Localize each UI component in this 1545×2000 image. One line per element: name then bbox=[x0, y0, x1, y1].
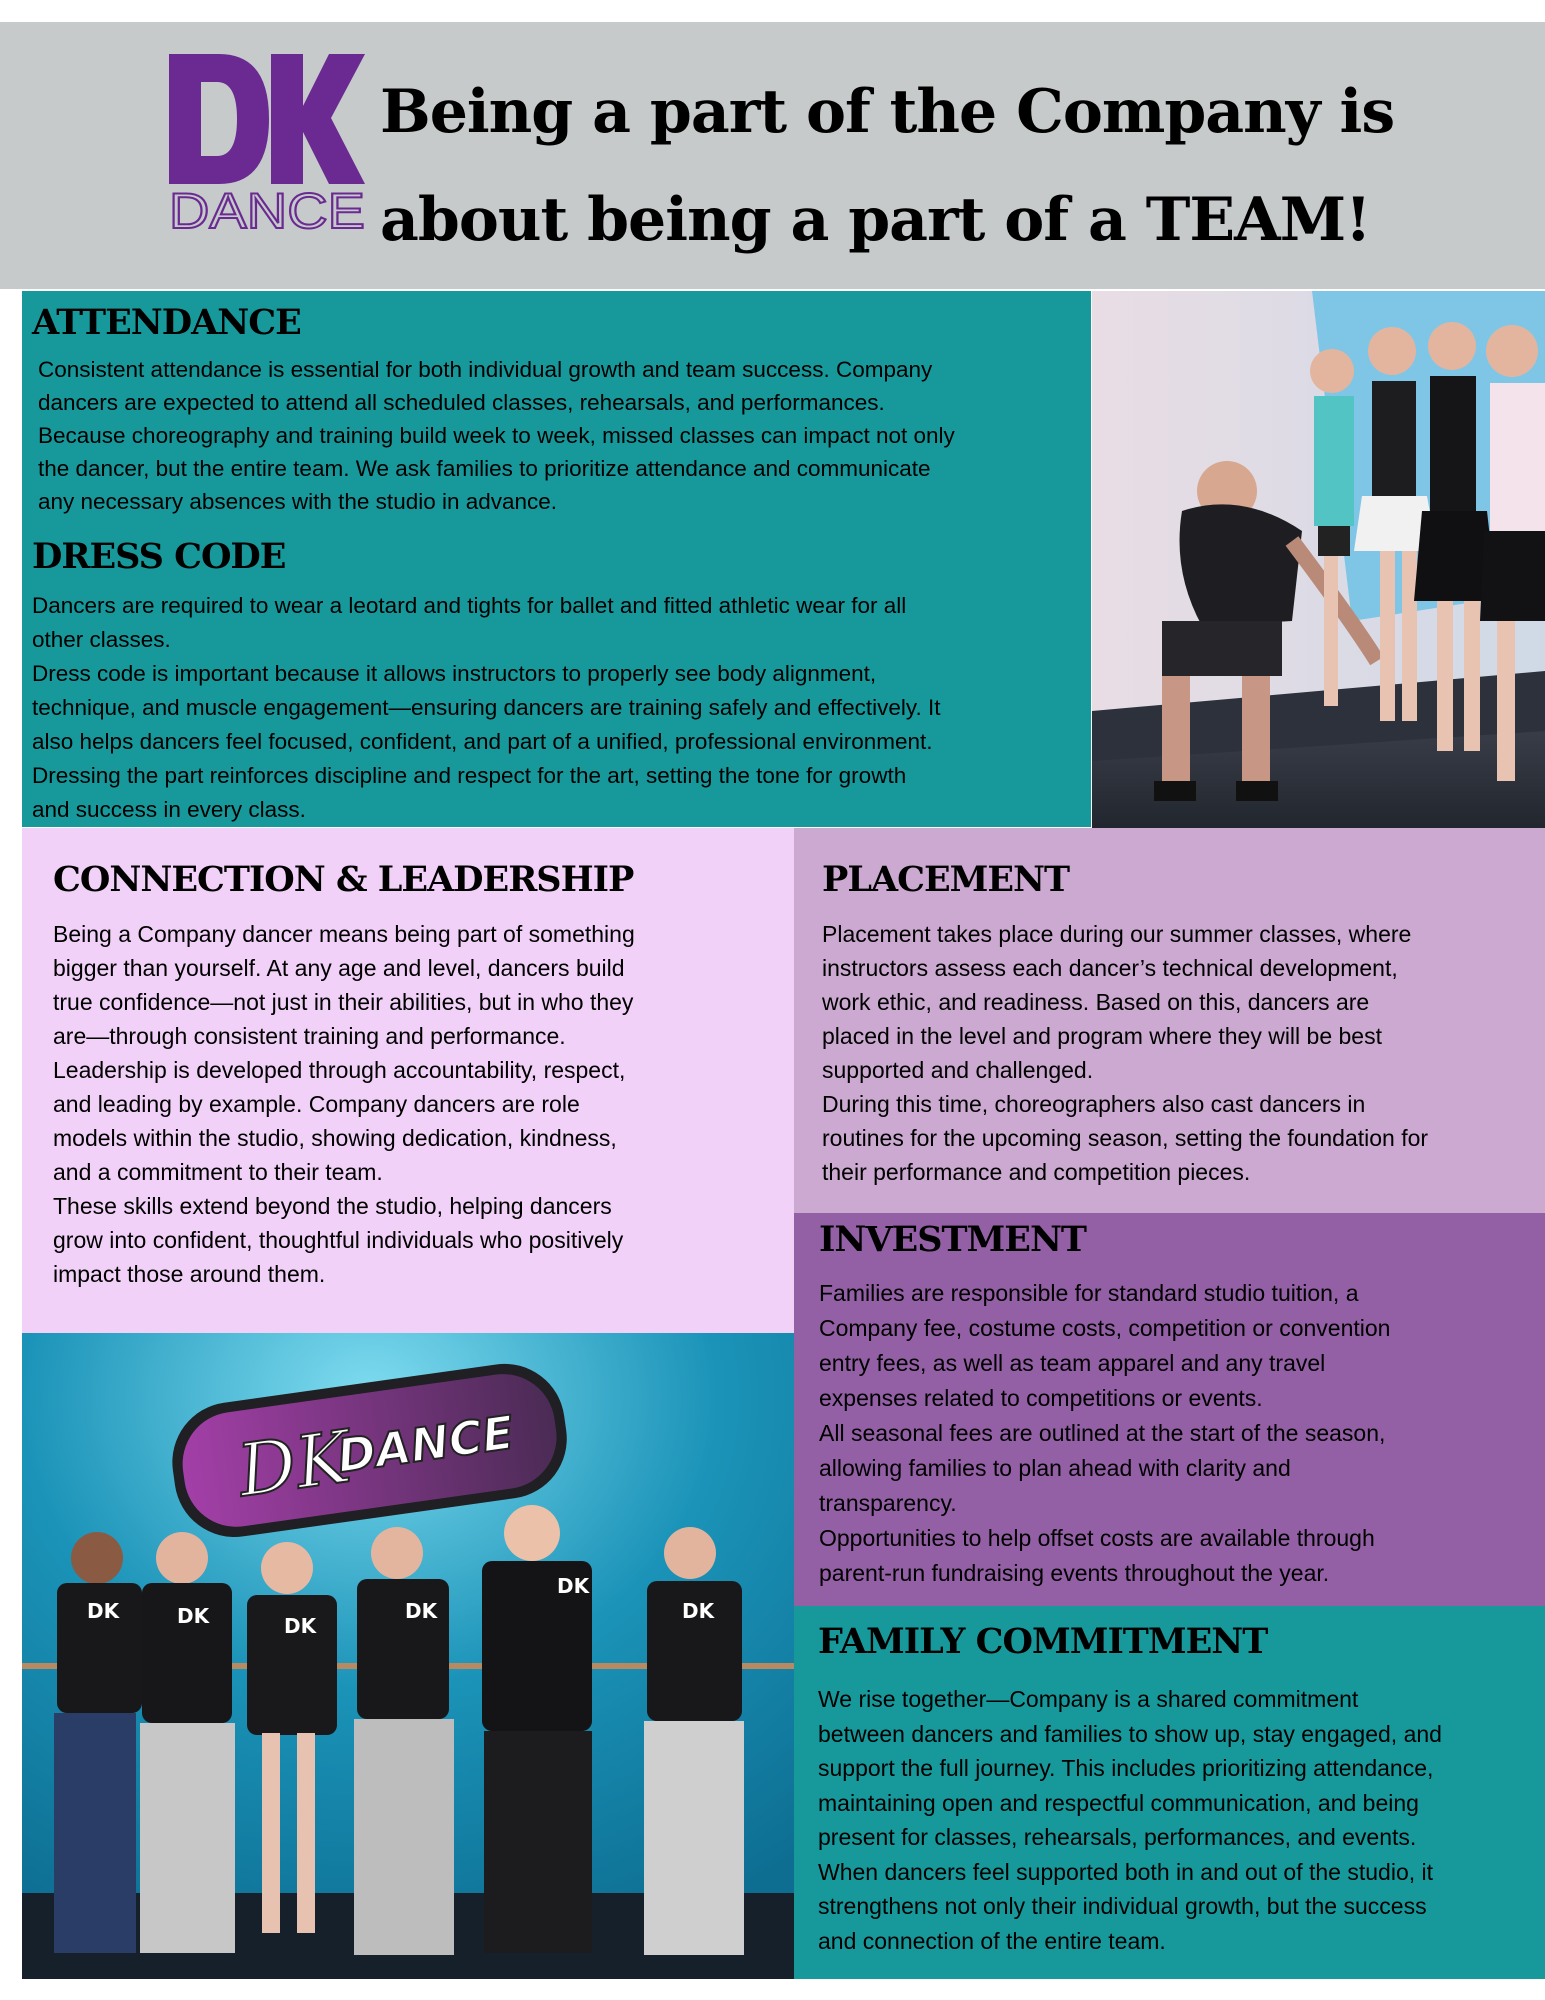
text-line: support the full journey. This includes prioritizing attendance, bbox=[818, 1755, 1434, 1781]
text-line: When dancers feel supported both in and out of the studio, it bbox=[818, 1858, 1434, 1885]
text-line: and a commitment to their team. bbox=[53, 1159, 383, 1185]
sign-dance-text: DANCE bbox=[333, 1404, 518, 1484]
text-line: and success in every class. bbox=[32, 797, 306, 822]
attendance-panel bbox=[22, 291, 1091, 827]
shirt-logo: DK bbox=[405, 1599, 438, 1623]
text-line: We rise together—Company is a shared commitment bbox=[818, 1686, 1359, 1712]
investment-title: INVESTMENT bbox=[819, 1219, 1086, 1260]
text-line: placed in the level and program where they will be best bbox=[822, 1023, 1382, 1049]
dress-code-text bbox=[32, 589, 1087, 827]
text-line: supported and challenged. bbox=[822, 1057, 1094, 1083]
text-line: the dancer, but the entire team. We ask families to prioritize attendance and communicate bbox=[38, 456, 931, 481]
text-line: All seasonal fees are outlined at the start of the season, bbox=[819, 1420, 1386, 1446]
text-line: other classes. bbox=[32, 627, 171, 652]
shirt-logo: DK bbox=[87, 1599, 120, 1623]
text-line: transparency. bbox=[819, 1490, 957, 1516]
text-line: allowing families to plan ahead with clarity and bbox=[819, 1455, 1291, 1481]
text-line: Being a Company dancer means being part of something bbox=[53, 921, 635, 947]
attendance-text bbox=[38, 353, 1088, 518]
headline-line: about being a part of a TEAM! bbox=[380, 185, 1371, 255]
shirt-logo: DK bbox=[284, 1614, 317, 1638]
text-line: Company fee, costume costs, competition or convention bbox=[819, 1315, 1391, 1341]
placement-text bbox=[822, 917, 1537, 1189]
shirt-logo: DK bbox=[682, 1599, 715, 1623]
text-line: These skills extend beyond the studio, helping dancers bbox=[53, 1193, 612, 1219]
text-line: present for classes, rehearsals, performances, and events. bbox=[818, 1824, 1417, 1850]
connection-text bbox=[53, 917, 788, 1291]
text-line: and leading by example. Company dancers are role bbox=[53, 1091, 580, 1117]
text-line: Placement takes place during our summer classes, where bbox=[822, 921, 1412, 947]
text-line: Families are responsible for standard studio tuition, a bbox=[819, 1280, 1359, 1306]
text-line: instructors assess each dancer’s technical development, bbox=[822, 955, 1398, 981]
text-line: During this time, choreographers also cast dancers in bbox=[822, 1091, 1366, 1117]
text-line: any necessary absences with the studio in advance. bbox=[38, 489, 558, 514]
text-line: parent-run fundraising events throughout the year. bbox=[819, 1560, 1330, 1586]
shirt-logo: DK bbox=[557, 1574, 590, 1598]
text-line: also helps dancers feel focused, confident, and part of a unified, professional environment. bbox=[32, 729, 933, 754]
text-line: Leadership is developed through accountability, respect, bbox=[53, 1057, 626, 1083]
text-line: strengthens not only their individual growth, but the success bbox=[818, 1893, 1427, 1919]
text-line: Dancers are required to wear a leotard and tights for ballet and fitted athletic wear for all bbox=[32, 593, 907, 618]
dress-code-title: DRESS CODE bbox=[32, 536, 286, 577]
text-line: Because choreography and training build week to week, missed classes can impact not only bbox=[38, 423, 955, 448]
headline-line: Being a part of the Company is bbox=[380, 77, 1395, 147]
placement-panel bbox=[794, 828, 1545, 1213]
connection-title: CONNECTION & LEADERSHIP bbox=[53, 859, 634, 900]
text-line: are—through consistent training and performance. bbox=[53, 1023, 566, 1049]
text-line: true confidence—not just in their abilities, but in who they bbox=[53, 989, 634, 1015]
text-line: Dressing the part reinforces discipline and respect for the art, setting the tone for growth bbox=[32, 763, 907, 788]
text-line: Dress code is important because it allows instructors to properly see body alignment, bbox=[32, 661, 877, 686]
text-line: maintaining open and respectful communication, and being bbox=[818, 1789, 1419, 1816]
text-line: their performance and competition pieces. bbox=[822, 1159, 1251, 1185]
text-line: between dancers and families to show up, stay engaged, and bbox=[818, 1720, 1442, 1747]
text-line: technique, and muscle engagement—ensuring dancers are training safely and effectively. It bbox=[32, 695, 941, 720]
text-line: bigger than yourself. At any age and level, dancers build bbox=[53, 955, 625, 981]
text-line: entry fees, as well as team apparel and any travel bbox=[819, 1350, 1326, 1376]
text-line: and connection of the entire team. bbox=[818, 1927, 1166, 1954]
family-title: FAMILY COMMITMENT bbox=[818, 1621, 1268, 1662]
attendance-title: ATTENDANCE bbox=[32, 302, 301, 343]
text-line: impact those around them. bbox=[53, 1261, 326, 1287]
dk-dance-logo bbox=[167, 52, 367, 232]
text-line: models within the studio, showing dedication, kindness, bbox=[53, 1125, 617, 1151]
text-line: Opportunities to help offset costs are available through bbox=[819, 1525, 1375, 1551]
text-line: expenses related to competitions or events. bbox=[819, 1385, 1263, 1411]
team-photo bbox=[22, 1333, 794, 1979]
shirt-logo: DK bbox=[177, 1604, 210, 1628]
family-text bbox=[818, 1682, 1538, 1958]
class-photo bbox=[1092, 291, 1545, 828]
investment-text bbox=[819, 1276, 1534, 1591]
text-line: routines for the upcoming season, setting the foundation for bbox=[822, 1125, 1429, 1151]
logo-dance-text: DANCE bbox=[169, 183, 365, 232]
sign-dk-text: DK bbox=[232, 1414, 355, 1513]
family-commitment-panel bbox=[794, 1606, 1545, 1979]
investment-panel bbox=[794, 1213, 1545, 1606]
page-headline bbox=[380, 58, 1520, 274]
text-line: grow into confident, thoughtful individuals who positively bbox=[53, 1227, 624, 1253]
text-line: Consistent attendance is essential for both individual growth and team success. Company bbox=[38, 357, 933, 382]
placement-title: PLACEMENT bbox=[822, 859, 1070, 900]
connection-leadership-panel bbox=[22, 828, 794, 1333]
text-line: work ethic, and readiness. Based on this, dancers are bbox=[822, 989, 1370, 1015]
text-line: dancers are expected to attend all scheduled classes, rehearsals, and performances. bbox=[38, 390, 885, 415]
